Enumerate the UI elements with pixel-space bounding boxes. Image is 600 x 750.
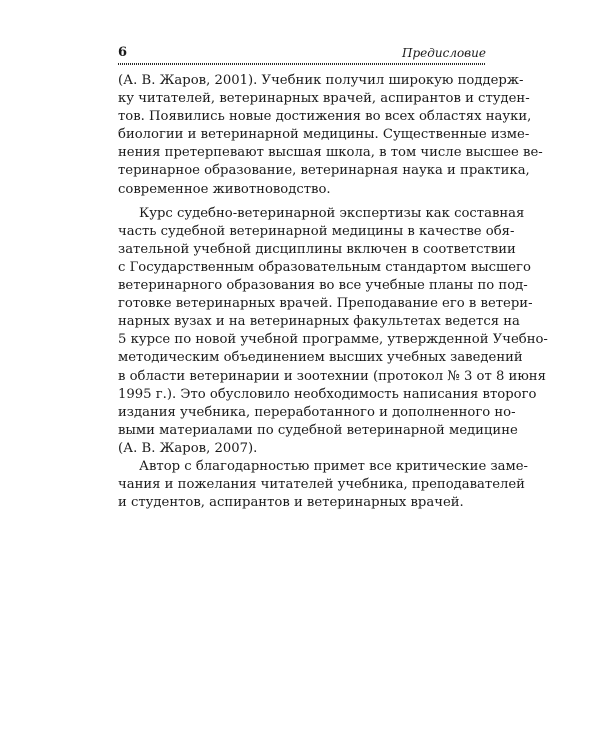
- text-line: Автор с благодарностью примет все критические заме-: [139, 458, 529, 474]
- text-line: готовке ветеринарных врачей. Преподавание его в ветери-: [118, 296, 533, 312]
- text-line: тов. Появились новые достижения во всех областях науки,: [118, 109, 532, 125]
- text-line: в области ветеринарии и зоотехнии (протокол № 3 от 8 июня: [118, 368, 546, 384]
- text-line: (А. В. Жаров, 2001). Учебник получил широкую поддерж-: [118, 73, 524, 88]
- text-line: выми материалами по судебной ветеринарной медицине: [118, 422, 518, 438]
- text-line: методическим объединением высших учебных заведений: [118, 350, 523, 366]
- paragraph-1: [118, 72, 543, 199]
- paragraph-3: [118, 458, 529, 512]
- body-text: [118, 72, 548, 512]
- text-line: с Государственным образовательным стандартом высшего: [118, 259, 531, 275]
- page-header: [118, 45, 486, 65]
- text-line: зательной учебной дисциплины включен в соответствии: [118, 241, 516, 257]
- running-title: Предисловие: [402, 46, 486, 60]
- text-line: современное животноводство.: [118, 181, 331, 197]
- text-line: 1995 г.). Это обусловило необходимость написания второго: [118, 386, 537, 402]
- text-line: чания и пожелания читателей учебника, преподавателей: [118, 477, 525, 493]
- text-line: издания учебника, переработанного и дополненного но-: [118, 404, 516, 420]
- header-rule: [118, 63, 486, 65]
- text-line: нения претерпевают высшая школа, в том числе высшее ве-: [118, 145, 543, 161]
- text-line: ку читателей, ветеринарных врачей, аспирантов и студен-: [118, 91, 530, 107]
- text-line: 5 курсе по новой учебной программе, утвержденной Учебно-: [118, 332, 548, 348]
- text-line: Курс судебно-ветеринарной экспертизы как составная: [139, 205, 525, 221]
- page-number: 6: [118, 45, 128, 60]
- text-line: биологии и ветеринарной медицины. Существенные изме-: [118, 127, 530, 143]
- paragraph-2: [118, 205, 548, 458]
- text-line: часть судебной ветеринарной медицины в качестве обя-: [118, 223, 515, 239]
- text-line: теринарное образование, ветеринарная наука и практика,: [118, 163, 530, 179]
- text-line: и студентов, аспирантов и ветеринарных врачей.: [118, 495, 464, 511]
- text-line: нарных вузах и на ветеринарных факультетах ведется на: [118, 314, 520, 330]
- text-line: ветеринарного образования во все учебные планы по под-: [118, 278, 528, 294]
- text-line: (А. В. Жаров, 2007).: [118, 440, 258, 456]
